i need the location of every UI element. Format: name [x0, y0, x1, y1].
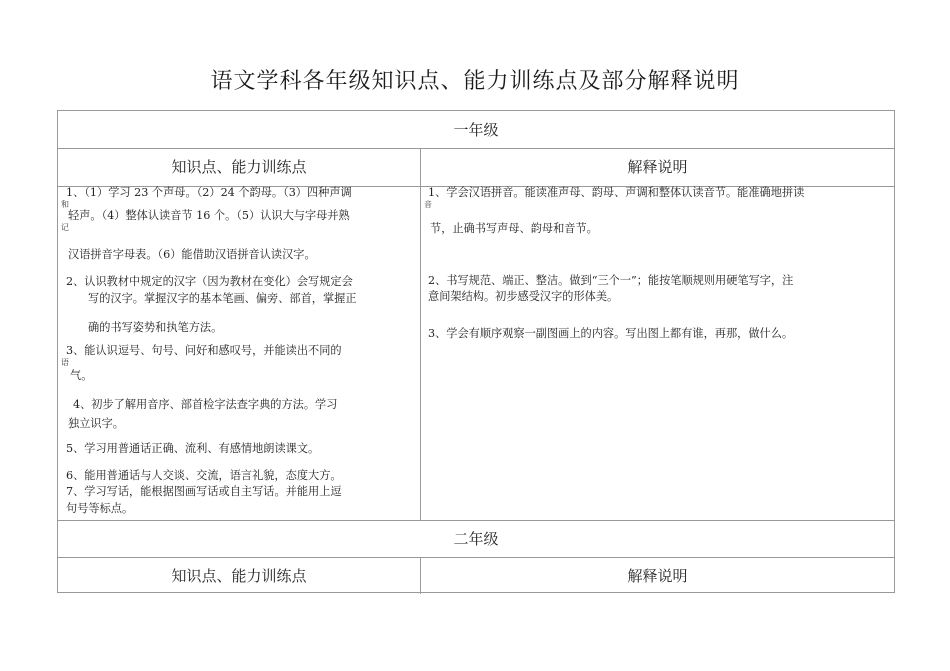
explanation-item-1-line1: 1、学会汉语拼音。能读准声母、韵母、声调和整体认读音节。能准确地拼读: [428, 186, 805, 199]
knowledge-item-7-line1: 7、学习写话，能根据图画写话或自主写话。并能用上逗: [66, 485, 342, 498]
grade1-heading: 一年级: [453, 121, 499, 139]
knowledge-item-2-line3: 确的书写姿势和执笔方法。: [88, 321, 223, 334]
grade1-col-explanation-header: 解释说明: [627, 158, 688, 176]
knowledge-item-2-line1: 2、认识教材中规定的汉字（因为教材在变化）会写规定会: [66, 275, 353, 288]
explanation-item-2-line2: 意间架结构。初步感受汉字的形体美。: [428, 290, 619, 303]
grade2-col-explanation-header: 解释说明: [627, 567, 688, 585]
knowledge-item-1-line2: 轻声。（4）整体认读音节 16 个。（5）认识大与字母并熟: [68, 209, 350, 222]
knowledge-item-6: 6、能用普通话与人交谈、交流，语言礼貌，态度大方。: [66, 469, 342, 482]
explanation-item-2-line1: 2、书写规范、端正、整洁。做到“三个一”；能按笔顺规则用硬笔写字，注: [428, 274, 794, 287]
knowledge-item-2-line2: 写的汉字。掌握汉字的基本笔画、偏旁、部首，掌握正: [88, 292, 357, 305]
knowledge-item-4-line1: 4、初步了解用音序、部首检字法查字典的方法。学习: [73, 398, 338, 411]
explanation-item-3: 3、学会有顺序观察一副图画上的内容。写出图上都有谁，再那，做什么。: [428, 327, 794, 340]
row-divider: [58, 520, 894, 521]
explanation-item-1-line2: 节，止确书写声母、韵母和音节。: [430, 222, 598, 235]
grade1-col-knowledge-header: 知识点、能力训练点: [171, 158, 307, 176]
knowledge-item-3-line1: 3、能认识逗号、句号、问好和感叹号，并能读出不同的: [66, 344, 342, 357]
grade2-heading: 二年级: [453, 530, 499, 548]
grade2-col-knowledge-header: 知识点、能力训练点: [171, 567, 307, 585]
column-divider: [420, 148, 421, 520]
knowledge-item-5: 5、学习用普通话正确、流利、有感情地朗读课文。: [66, 442, 320, 455]
row-divider: [58, 557, 894, 558]
knowledge-item-1-line1: 1、（1）学习 23 个声母。（2）24 个韵母。（3）四种声调: [66, 186, 352, 199]
row-divider: [58, 148, 894, 149]
knowledge-item-1-overflow: 和: [61, 200, 69, 209]
knowledge-item-3-overflow: 语: [61, 358, 69, 367]
knowledge-item-4-line2: 独立识字。: [68, 417, 124, 430]
knowledge-item-1-line3: 汉语拼音字母表。（6）能借助汉语拼音认读汉字。: [68, 248, 316, 261]
knowledge-table: [57, 110, 895, 593]
knowledge-item-1-overflow: 记: [61, 223, 69, 232]
explanation-item-1-overflow: 音: [424, 200, 432, 209]
knowledge-item-3-line2: 气。: [70, 369, 93, 382]
knowledge-item-7-line2: 句号等标点。: [66, 502, 134, 515]
document-title: 语文学科各年级知识点、能力训练点及部分解释说明: [210, 69, 740, 94]
